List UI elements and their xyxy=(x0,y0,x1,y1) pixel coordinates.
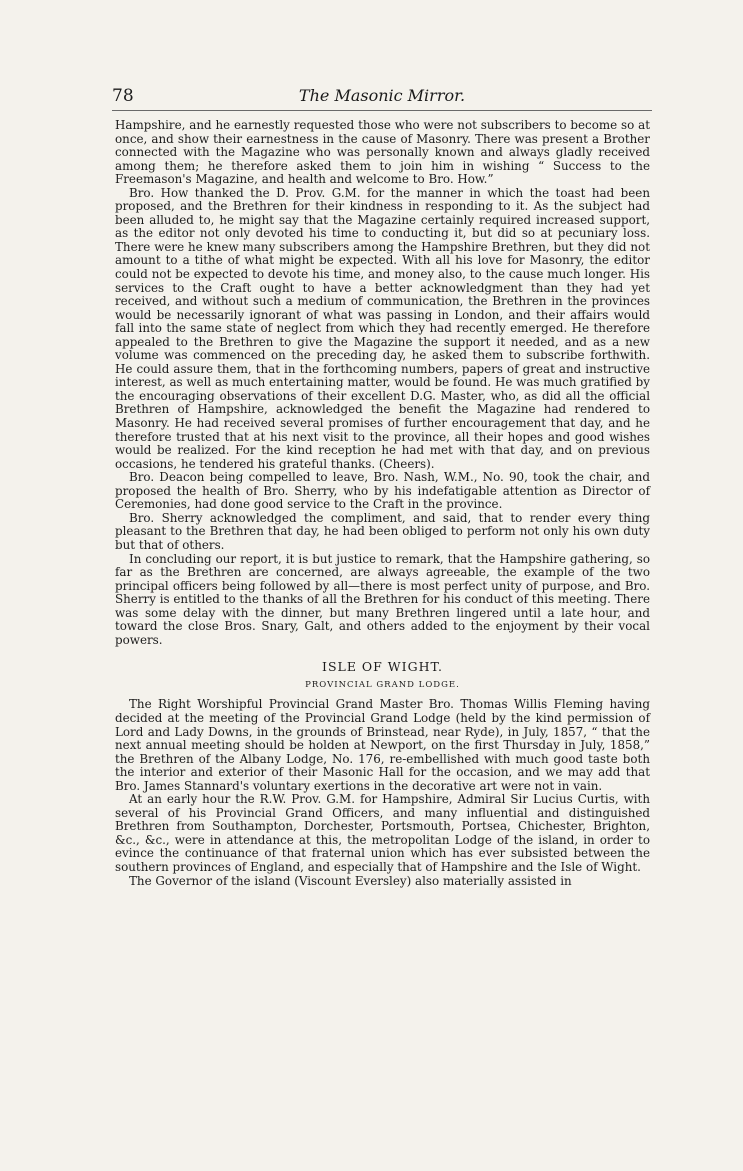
paragraph-isle-governor: The Governor of the island (Viscount Eversley) also materially assisted in xyxy=(129,873,572,888)
section-title: ISLE OF WIGHT. xyxy=(322,659,443,675)
paragraph-isle-attendance: At an early hour the R.W. Prov. G.M. for Hampshire, Admiral Sir Lucius Curtis, with several of his Provincial Grand Officers, and many influential and distinguished Brethren from Southampton, Dorchester, Portsmouth, Portsea, Chichester, Brighton, &c., &c., were in attendance at this, the metropolitan Lodge of the island, in order to evince the continuance of that fraternal union which has ever subsisted between the southern provinces of England, and especially that of Hampshire and the Isle of Wight. xyxy=(115,792,650,874)
running-title: The Masonic Mirror. xyxy=(298,86,466,105)
paragraph-concluding: In concluding our report, it is but justice to remark, that the Hampshire gathering, so far as the Brethren are concerned, are always agreeable, the example of the two principal officers being followed by all—there is most perfect unity of purpose, and Bro. Sherry is entitled to the thanks of all the Brethren for his conduct of this meeting. There was some delay with the dinner, but many Brethren lingered until a late hour, and toward the close Bros. Snary, Galt, and others added to the enjoyment by their vocal powers. xyxy=(115,551,650,647)
article-body xyxy=(115,119,650,888)
page-header xyxy=(112,84,652,111)
paragraph-bro-deacon: Bro. Deacon being compelled to leave, Bro. Nash, W.M., No. 90, took the chair, and proposed the health of Bro. Sherry, who by his indefatigable attention as Director of Ceremonies, had done good service to the Craft in the province. xyxy=(115,470,650,512)
paragraph-continuation: Hampshire, and he earnestly requested those who were not subscribers to become so at once, and show their earnestness in the cause of Masonry. There was present a Brother connected with the Magazine who was personally known and always gladly received among them; he therefore asked them to join him in wishing “ Success to the Freemason's Magazine, and health and welcome to Bro. How.” xyxy=(115,118,650,187)
page-number: 78 xyxy=(112,86,134,106)
paragraph-isle-meeting: The Right Worshipful Provincial Grand Master Bro. Thomas Willis Fleming having decided at the meeting of the Provincial Grand Lodge (held by the kind permission of Lord and Lady Downs, in the grounds of Brinstead, near Ryde), in July, 1857, “ that the next annual meeting should be holden at Newport, on the first Thursday in July, 1858,” the Brethren of the Albany Lodge, No. 176, re-embellished with much good taste both the interior and exterior of their Masonic Hall for the occasion, and we may add that Bro. James Stannard's voluntary exertions in the decorative art were not in vain. xyxy=(115,697,650,793)
section-subtitle: PROVINCIAL GRAND LODGE. xyxy=(305,679,460,690)
paragraph-bro-how: Bro. How thanked the D. Prov. G.M. for the manner in which the toast had been proposed, and the Brethren for their kindness in responding to it. As the subject had been alluded to, he might say that the Magazine certainly required increased support, as the editor not only devoted his time to conducting it, but did so at pecuniary loss. There were he knew many subscribers among the Hampshire Brethren, but they did not amount to a tithe of what might be expected. With all his love for Masonry, the editor could not be expected to devote his time, and money also, to the cause much longer. His services to the Craft ought to have a better acknowledgment than they had yet received, and without such a medium of communication, the Brethren in the provinces would be necessarily ignorant of what was passing in London, and their affairs would fall into the same state of neglect from which they had recently emerged. He therefore appealed to the Brethren to give the Magazine the support it needed, and as a new volume was commenced on the preceding day, he asked them to subscribe forthwith. He could assure them, that in the forthcoming numbers, papers of great and instructive interest, as well as much entertaining matter, would be found. He was much gratified by the encouraging observations of their excellent D.G. Master, who, as did all the official Brethren of Hampshire, acknowledged the benefit the Magazine had rendered to Masonry. He had received several promises of further encouragement that day, and he therefore trusted that at his next visit to the province, all their hopes and good wishes would be realized. For the kind reception he had met with that day, and on previous occasions, he tendered his grateful thanks. (Cheers). xyxy=(115,185,650,471)
paragraph-bro-sherry: Bro. Sherry acknowledged the compliment, and said, that to render every thing pleasant to the Brethren that day, he had been obliged to perform not only his own duty but that of others. xyxy=(115,510,650,552)
